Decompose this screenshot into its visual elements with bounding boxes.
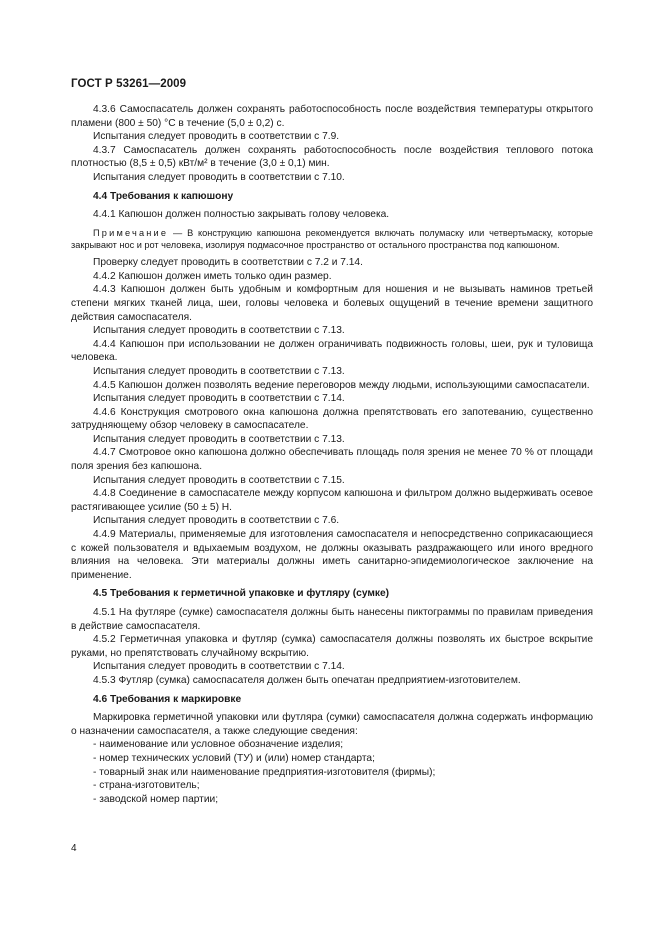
test-reference: Испытания следует проводить в соответствии с 7.13. <box>93 365 345 377</box>
marking-intro: Маркировка герметичной упаковки или футляра (сумки) самоспасателя должна содержать информацию о назначении самоспасателя, а также следующие сведения: <box>71 712 593 737</box>
test-reference: Испытания следует проводить в соответствии с 7.14. <box>93 393 345 405</box>
clause-4-4-3: 4.4.3 Капюшон должен быть удобным и комфортным для ношения и не вызывать наминов третьей степени мягких тканей лица, шеи, головы человека и болевых ощущений в течение времени защитного действия самоспасателя. <box>71 284 593 323</box>
test-reference: Испытания следует проводить в соответствии с 7.9. <box>93 131 340 143</box>
page-number: 4 <box>71 843 77 854</box>
section-heading-4-6: 4.6 Требования к маркировке <box>93 693 242 705</box>
clause-4-4-8: 4.4.8 Соединение в самоспасателе между корпусом капюшона и фильтром должно выдерживать осевое растягивающее усилие (50 ± 5) Н. <box>71 488 593 513</box>
test-reference: Испытания следует проводить в соответствии с 7.13. <box>93 433 345 445</box>
test-reference: Испытания следует проводить в соответствии с 7.13. <box>93 325 345 337</box>
clause-4-5-2: 4.5.2 Герметичная упаковка и футляр (сумка) самоспасателя должны позволять их быстрое вскрытие руками, но препятствовать случайному вскрытию. <box>71 634 593 659</box>
test-reference: Проверку следует проводить в соответствии с 7.2 и 7.14. <box>93 257 363 269</box>
test-reference: Испытания следует проводить в соответствии с 7.10. <box>93 171 345 183</box>
document-header: ГОСТ Р 53261—2009 <box>71 78 187 90</box>
list-item: - наименование или условное обозначение изделия; <box>93 739 344 751</box>
section-heading-4-4: 4.4 Требования к капюшону <box>93 190 234 202</box>
note-text: — В конструкцию капюшона рекомендуется включать полумаску или четвертьмаску, которые закрывают нос и рот человека, изолируя подмасочное пространство от остального пространства под капюшоном. <box>71 227 593 250</box>
clause-4-4-2: 4.4.2 Капюшон должен иметь только один размер. <box>93 270 332 282</box>
list-item: - заводской номер партии; <box>93 793 219 805</box>
list-item: - номер технических условий (ТУ) и (или) номер стандарта; <box>93 752 375 764</box>
clause-4-4-4: 4.4.4 Капюшон при использовании не должен ограничивать подвижность головы, шеи, рук и туловища человека. <box>71 338 593 364</box>
clause-4-5-3: 4.5.3 Футляр (сумка) самоспасателя должен быть опечатан предприятием-изготовителем. <box>93 674 521 686</box>
note-label: Примечание <box>93 227 169 238</box>
test-reference: Испытания следует проводить в соответствии с 7.6. <box>93 515 340 527</box>
section-heading-4-5: 4.5 Требования к герметичной упаковке и футляру (сумке) <box>93 588 390 600</box>
clause-4-3-6: 4.3.6 Самоспасатель должен сохранять работоспособность после воздействия температуры открытого пламени (800 ± 50) °С в течение (5,0 ± 0,2) с. <box>71 104 593 129</box>
document-body <box>71 103 593 806</box>
test-reference: Испытания следует проводить в соответствии с 7.15. <box>93 474 345 486</box>
clause-4-4-9: 4.4.9 Материалы, применяемые для изготовления самоспасателя и непосредственно соприкасающиеся с кожей пользователя и вдыхаемым воздухом, не должны оказывать раздражающего или иного вредного влияния на человека. Эти материалы должны иметь санитарно-эпидемиологическое заключение на применение. <box>71 529 593 581</box>
list-item: - товарный знак или наименование предприятия-изготовителя (фирмы); <box>93 766 436 778</box>
clause-4-3-7: 4.3.7 Самоспасатель должен сохранять работоспособность после воздействия теплового потока плотностью (8,5 ± 0,5) кВт/м² в течение (3,0 ± 0,1) мин. <box>71 144 593 170</box>
clause-4-4-7: 4.4.7 Смотровое окно капюшона должно обеспечивать площадь поля зрения не менее 70 % от площади поля зрения без капюшона. <box>71 447 593 473</box>
clause-4-5-1: 4.5.1 На футляре (сумке) самоспасателя должны быть нанесены пиктограммы по правилам приведения в действие самоспасателя. <box>71 607 593 632</box>
note <box>71 227 593 251</box>
test-reference: Испытания следует проводить в соответствии с 7.14. <box>93 661 345 673</box>
clause-4-4-1: 4.4.1 Капюшон должен полностью закрывать голову человека. <box>93 209 390 221</box>
list-item: - страна-изготовитель; <box>93 780 200 792</box>
clause-4-4-6: 4.4.6 Конструкция смотрового окна капюшона должна препятствовать его запотеванию, существенно затрудняющему обзор человеку в самоспасателе. <box>71 406 593 432</box>
clause-4-4-5: 4.4.5 Капюшон должен позволять ведение переговоров между людьми, использующими самоспасатели. <box>93 379 590 391</box>
